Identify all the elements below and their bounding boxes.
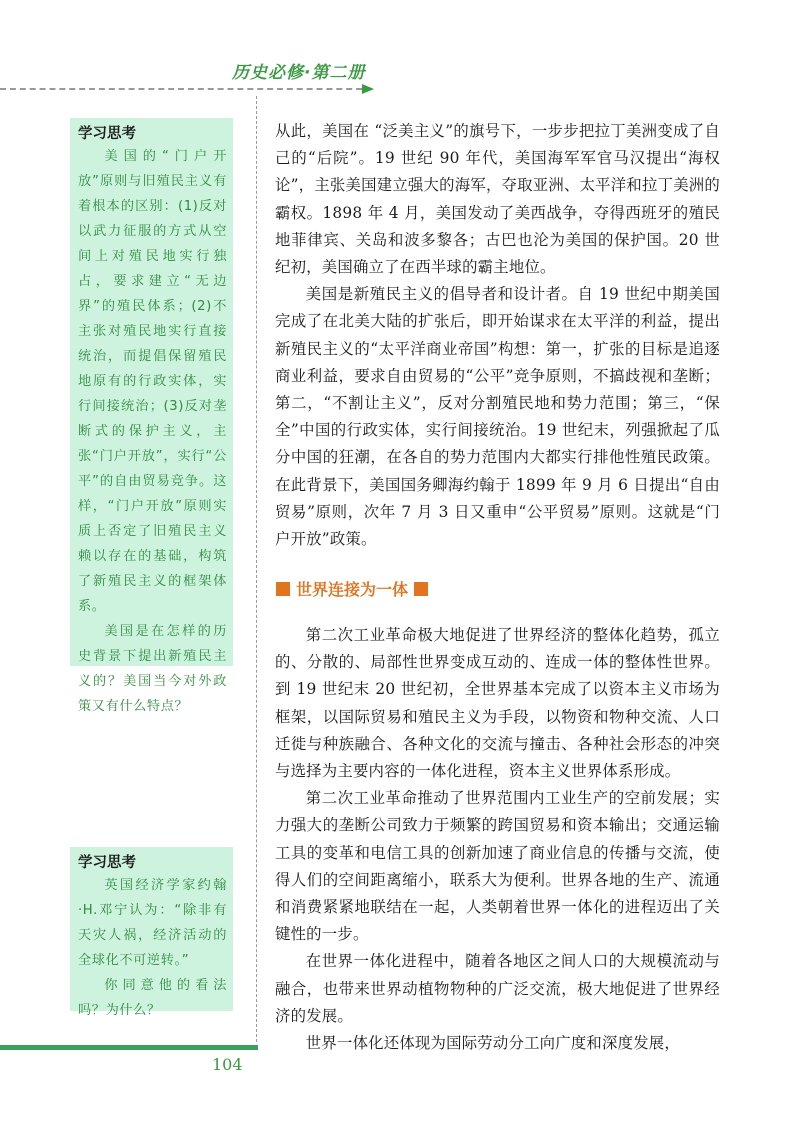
study-think-question: 你同意他的看法吗？为什么？ (78, 978, 227, 1018)
body-paragraph: 世界一体化还体现为国际劳动分工向广度和深度发展， (305, 1034, 680, 1053)
study-think-paragraph: 英国经济学家约翰·H.邓宁认为：“除非有天灾人祸，经济活动的全球化不可逆转。” (78, 878, 227, 968)
header-arrow-icon (362, 84, 374, 94)
square-bullet-icon (276, 582, 290, 596)
study-think-title: 学习思考 (78, 126, 136, 142)
main-text-lower (275, 622, 720, 1057)
body-paragraph: 第二次工业革命推动了世界范围内工业生产的空前发展；实力强大的垄断公司致力于频繁的跨国贸易和资本输出；交通运输工具的变革和电信工具的创新加速了商业信息的传播与交流，使得人们的空间距离缩小，联系大为便利。世界各地的生产、流通和消费紧紧地联结在一起，人类朝着世界一体化的进程迈出了关键性的一步。 (275, 789, 720, 944)
body-paragraph: 在世界一体化进程中，随着各地区之间人口的大规模流动与融合，也带来世界动植物物种的广泛交流，极大地促进了世界经济的发展。 (275, 952, 720, 1025)
study-think-box-2 (70, 847, 233, 1018)
square-bullet-icon (414, 582, 428, 596)
section-heading (276, 577, 428, 600)
body-paragraph: 第二次工业革命极大地促进了世界经济的整体化趋势，孤立的、分散的、局部性世界变成互动的、连成一体的整体性世界。到 19 世纪末 20 世纪初，全世界基本完成了以资本主义市场为框架，以国际贸易和殖民主义为手段，以物资和物种交流、人口迁徙与种族融合、各种文化的交流与撞击、各种社会形态的冲突与选择为主要内容的一体化进程，资本主义世界体系形成。 (275, 626, 720, 781)
body-paragraph: 从此，美国在 “泛美主义”的旗号下，一步步把拉丁美洲变成了自己的“后院”。19 世纪 90 年代，美国海军军官马汉提出“海权论”，主张美国建立强大的海军，夺取亚洲、太平洋和拉丁美洲的霸权。1898 年 4 月，美国发动了美西战争，夺得西班牙的殖民地菲律宾、关岛和波多黎各；古巴也沦为美国的保护国。20 世纪初，美国确立了在西半球的霸主地位。 (275, 122, 720, 277)
main-text-upper (275, 118, 720, 553)
study-think-paragraph: 美国的“门户开放”原则与旧殖民主义有着根本的区别：(1)反对以武力征服的方式从空间上对殖民地实行独占，要求建立“无边界”的殖民体系；(2)不主张对殖民地实行直接统治，而提倡保留殖民地原有的行政实体，实行间接统治；(3)反对垄断式的保护主义，主张“门户开放”，实行“公平”的自由贸易竞争。这样，“门户开放”原则实质上否定了旧殖民主义赖以存在的基础，构筑了新殖民主义的框架体系。 (78, 149, 227, 614)
footer-bar (0, 1045, 258, 1050)
study-think-box-1 (70, 118, 233, 714)
section-heading-text: 世界连接为一体 (296, 580, 409, 599)
body-paragraph: 美国是新殖民主义的倡导者和设计者。自 19 世纪中期美国完成了在北美大陆的扩张后，即开始谋求在太平洋的利益，提出新殖民主义的“太平洋商业帝国”构想：第一，扩张的目标是追逐商业利益，要求自由贸易的“公平”竞争原则，不搞歧视和垄断；第二，“不割让主义”，反对分割殖民地和势力范围；第三，“保全”中国的行政实体，实行间接统治。19 世纪末，列强掀起了瓜分中国的狂潮，在各自的势力范围内大都实行排他性殖民政策。在此背景下，美国国务卿海约翰于 1899 年 9 月 6 日提出“自由贸易”原则，次年 7 月 3 日又重申“公平贸易”原则。这就是“门户开放”政策。 (275, 285, 720, 549)
header-title: 历史必修·第二册 (232, 63, 366, 83)
page-number: 104 (212, 1055, 243, 1074)
study-think-question: 美国是在怎样的历史背景下提出新殖民主义的？美国当今对外政策又有什么特点？ (78, 624, 227, 714)
header-dashed-rule (0, 88, 372, 90)
column-divider (256, 96, 257, 1042)
study-think-title: 学习思考 (78, 855, 136, 871)
